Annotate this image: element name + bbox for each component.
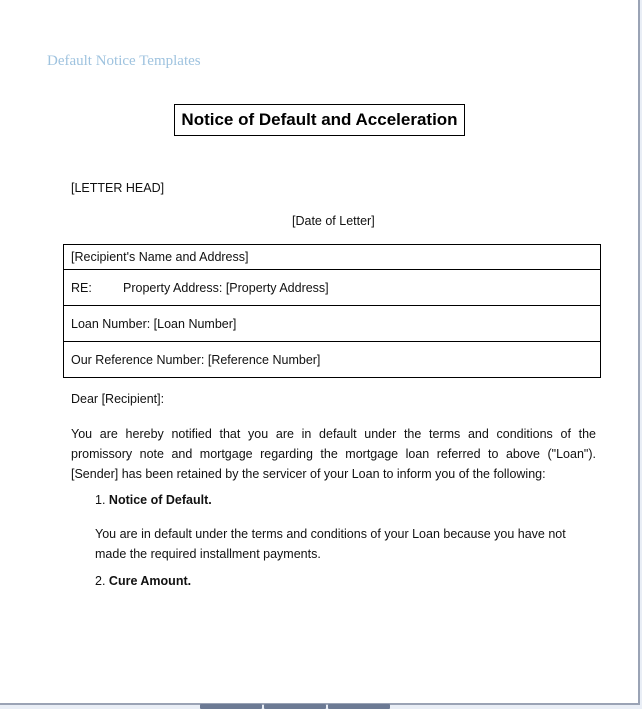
item-heading: Notice of Default. — [108, 493, 212, 507]
greeting: Dear [Recipient]: — [71, 392, 165, 406]
table-row — [64, 245, 601, 270]
scrollbar-segment[interactable] — [264, 704, 326, 709]
re-label: RE: — [71, 280, 92, 295]
recipient-cell: [Recipient's Name and Address] — [64, 245, 601, 270]
table-row — [64, 270, 601, 306]
property-address: Property Address: [Property Address] — [123, 280, 329, 295]
reference-number-cell: Our Reference Number: [Reference Number] — [64, 342, 601, 378]
item-number: 1. — [95, 493, 106, 507]
horizontal-scrollbar[interactable] — [200, 704, 390, 709]
default-paragraph: You are in default under the terms and conditions of your Loan because you have not made the required installment payments. — [95, 527, 566, 561]
letter-head: [LETTER HEAD] — [71, 181, 165, 195]
property-cell — [64, 270, 601, 306]
scrollbar-segment[interactable] — [200, 704, 262, 709]
table-row — [64, 342, 601, 378]
scrollbar-segment[interactable] — [328, 704, 390, 709]
list-item — [95, 493, 212, 507]
intro-paragraph: You are hereby notified that you are in default under the terms and conditions of the promissory note and mortgage regarding the mortgage loan referred to above ("Loan"). [Sender] has been retained by the servicer of your Loan to inform you of the following: — [71, 427, 596, 481]
loan-number-cell: Loan Number: [Loan Number] — [64, 306, 601, 342]
document-title: Notice of Default and Acceleration — [174, 104, 465, 136]
table-row — [64, 306, 601, 342]
list-item — [95, 574, 191, 588]
item-number: 2. — [95, 574, 106, 588]
letter-date: [Date of Letter] — [292, 214, 375, 228]
info-table — [63, 244, 601, 378]
item-heading: Cure Amount. — [108, 574, 192, 588]
brand-header: Default Notice Templates — [47, 53, 201, 69]
